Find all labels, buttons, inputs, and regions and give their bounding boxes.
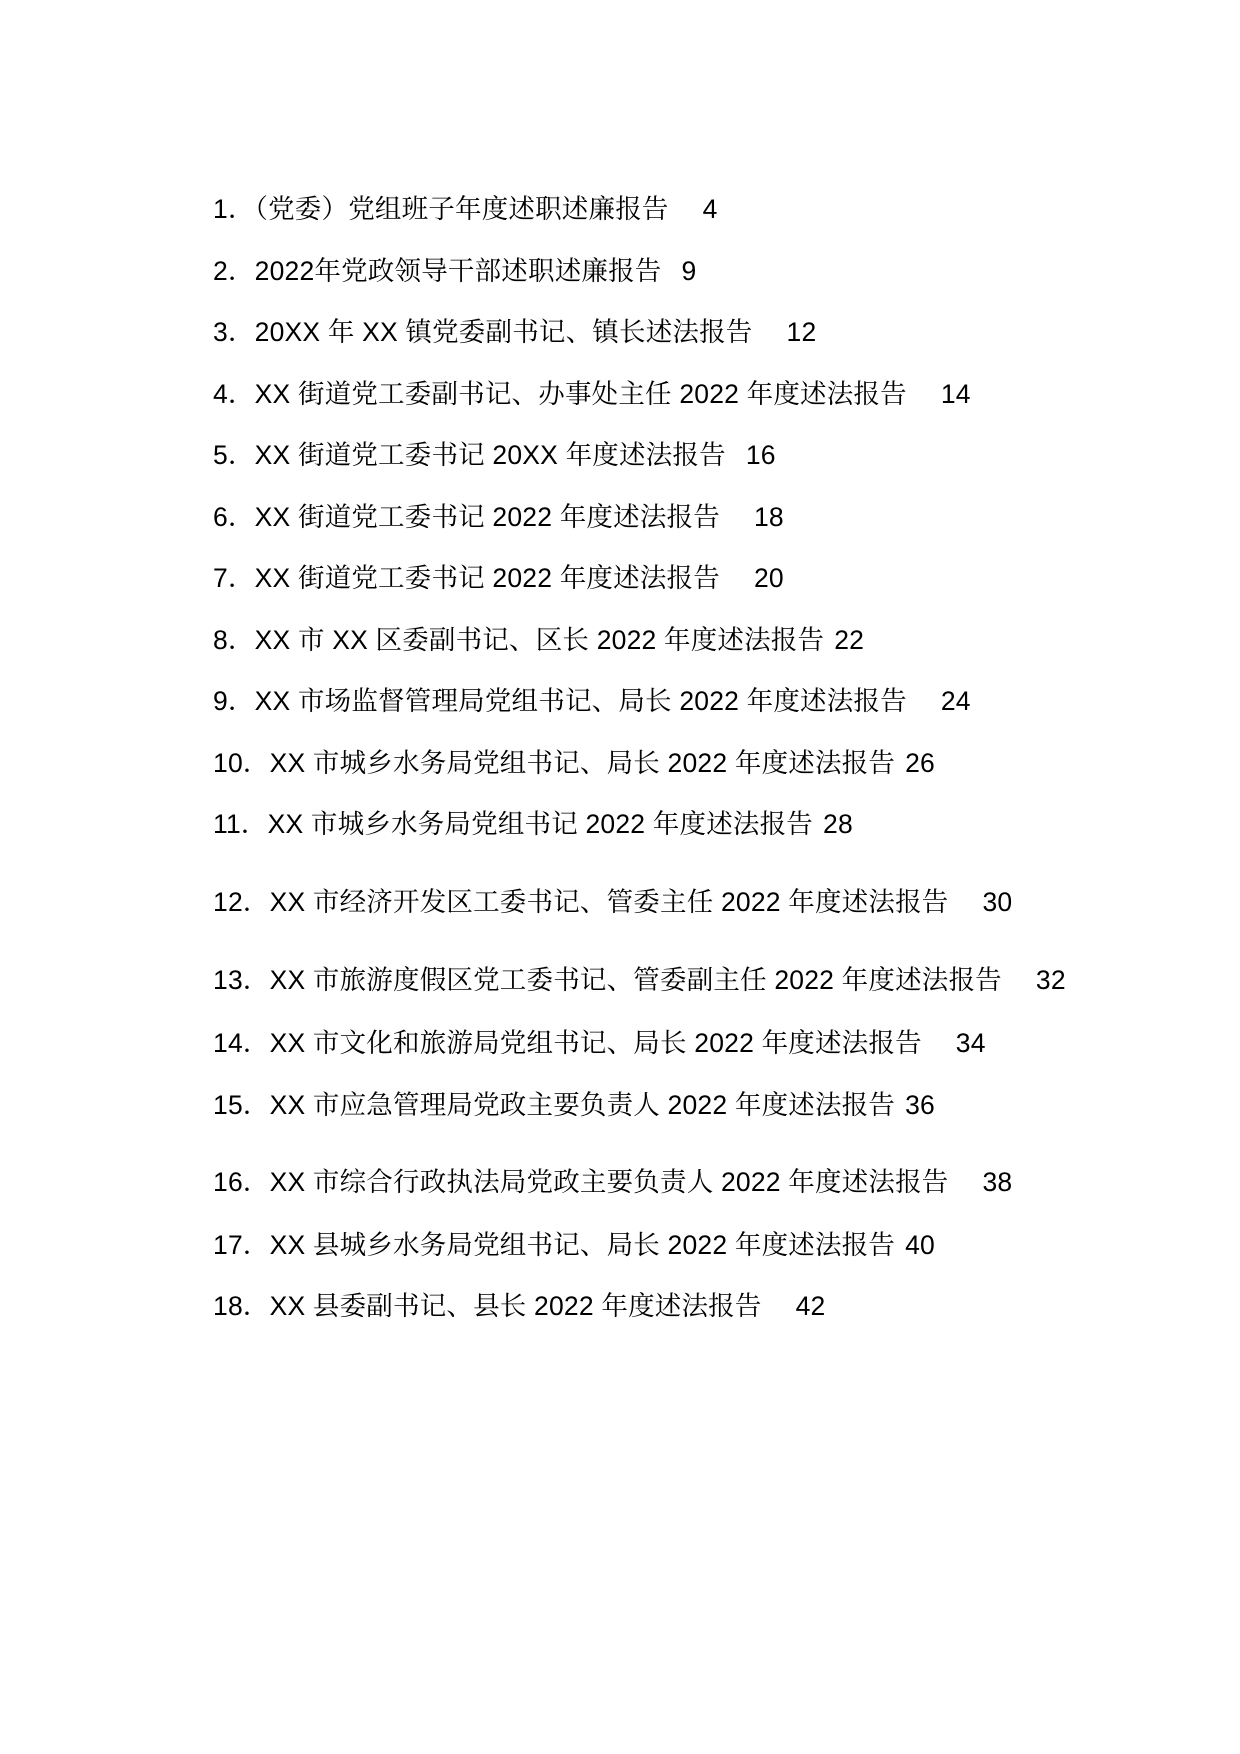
toc-entry-number: 11．	[213, 809, 268, 839]
toc-entry[interactable]	[155, 747, 1085, 778]
toc-entry-title: XX 街道党工委书记 2022 年度述法报告	[254, 563, 720, 593]
toc-entry-number: 14．	[213, 1028, 270, 1059]
toc-entry-page-number: 22	[834, 624, 865, 655]
toc-entry-title: XX 市综合行政执法局党政主要负责人 2022 年度述法报告	[269, 1167, 949, 1198]
toc-entry-number: 9．	[213, 686, 255, 716]
toc-entry-title: XX 市旅游度假区党工委书记、管委副主任 2022 年度述法报告	[269, 965, 1002, 996]
toc-entry-title: XX 市场监督管理局党组书记、局长 2022 年度述法报告	[254, 686, 907, 716]
toc-entry-number: 10．	[213, 747, 270, 778]
toc-entry-page-number: 28	[823, 809, 853, 839]
toc-entry-page-number: 4	[702, 194, 718, 224]
toc-entry-title: （党委）党组班子年度述职述廉报告	[254, 194, 669, 224]
toc-entry-number: 16．	[213, 1167, 270, 1198]
toc-entry-page-number: 16	[745, 440, 776, 470]
toc-entry-number: 5．	[213, 440, 255, 470]
toc-entry-title: XX 市经济开发区工委书记、管委主任 2022 年度述法报告	[269, 886, 949, 917]
toc-entry[interactable]	[155, 442, 1085, 469]
toc-entry[interactable]	[155, 873, 1085, 932]
toc-entry[interactable]	[155, 951, 1085, 1010]
toc-entry-page-number: 9	[681, 255, 697, 286]
toc-entry-title: 2022年党政领导干部述职述廉报告	[254, 255, 662, 286]
toc-entry-number: 7．	[213, 563, 255, 593]
toc-entry-number: 13．	[213, 965, 270, 996]
toc-entry-page-number: 20	[753, 563, 784, 593]
toc-entry[interactable]	[155, 1153, 1085, 1212]
toc-entry-page-number: 36	[905, 1089, 935, 1120]
toc-entry[interactable]	[155, 255, 1085, 286]
toc-entry-number: 17．	[213, 1229, 270, 1260]
toc-entry-title: XX 街道党工委副书记、办事处主任 2022 年度述法报告	[254, 378, 907, 409]
table-of-contents	[155, 196, 1085, 1320]
toc-entry-page-number: 42	[795, 1291, 826, 1322]
toc-entry[interactable]	[155, 688, 1085, 715]
toc-entry[interactable]	[155, 378, 1085, 409]
toc-entry-number: 4．	[213, 378, 255, 409]
toc-entry-title: XX 街道党工委书记 20XX 年度述法报告	[254, 440, 726, 470]
toc-entry-number: 8．	[213, 624, 255, 655]
toc-entry-title: XX 市应急管理局党政主要负责人 2022 年度述法报告	[269, 1089, 896, 1120]
toc-entry-title: XX 县城乡水务局党组书记、局长 2022 年度述法报告	[269, 1229, 896, 1260]
toc-entry-number: 1．	[213, 194, 255, 224]
toc-entry-number: 15．	[213, 1089, 270, 1120]
toc-entry-number: 18．	[213, 1291, 270, 1322]
toc-entry[interactable]	[155, 1089, 1085, 1120]
toc-entry[interactable]	[155, 196, 1085, 223]
toc-entry-title: 20XX 年 XX 镇党委副书记、镇长述法报告	[254, 317, 753, 347]
toc-entry-title: XX 市城乡水务局党组书记、局长 2022 年度述法报告	[269, 747, 896, 778]
toc-entry-page-number: 30	[982, 886, 1013, 917]
toc-entry-page-number: 40	[905, 1229, 935, 1260]
toc-entry-number: 6．	[213, 501, 255, 532]
toc-entry-title: XX 县委副书记、县长 2022 年度述法报告	[269, 1291, 762, 1322]
toc-entry-title: XX 市 XX 区委副书记、区长 2022 年度述法报告	[254, 624, 825, 655]
toc-entry-page-number: 24	[940, 686, 971, 716]
toc-entry[interactable]	[155, 1030, 1085, 1057]
toc-entry-title: XX 街道党工委书记 2022 年度述法报告	[254, 501, 720, 532]
toc-entry-number: 12．	[213, 886, 270, 917]
toc-entry[interactable]	[155, 501, 1085, 532]
toc-entry-title: XX 市城乡水务局党组书记 2022 年度述法报告	[267, 809, 813, 839]
toc-entry-page-number: 12	[786, 317, 817, 347]
toc-entry-number: 3．	[213, 317, 255, 347]
toc-entry-page-number: 38	[982, 1167, 1013, 1198]
toc-entry-page-number: 26	[905, 747, 935, 778]
toc-entry-page-number: 32	[1035, 965, 1066, 996]
toc-entry-number: 2．	[213, 255, 255, 286]
toc-entry-page-number: 18	[753, 501, 784, 532]
toc-entry[interactable]	[155, 1293, 1085, 1320]
toc-entry[interactable]	[155, 565, 1085, 592]
toc-entry[interactable]	[155, 624, 1085, 655]
toc-entry[interactable]	[155, 1229, 1085, 1260]
toc-entry-page-number: 34	[955, 1028, 986, 1059]
toc-entry-page-number: 14	[940, 378, 971, 409]
toc-entry-title: XX 市文化和旅游局党组书记、局长 2022 年度述法报告	[269, 1028, 922, 1059]
toc-entry[interactable]	[155, 811, 1085, 838]
toc-entry[interactable]	[155, 319, 1085, 346]
